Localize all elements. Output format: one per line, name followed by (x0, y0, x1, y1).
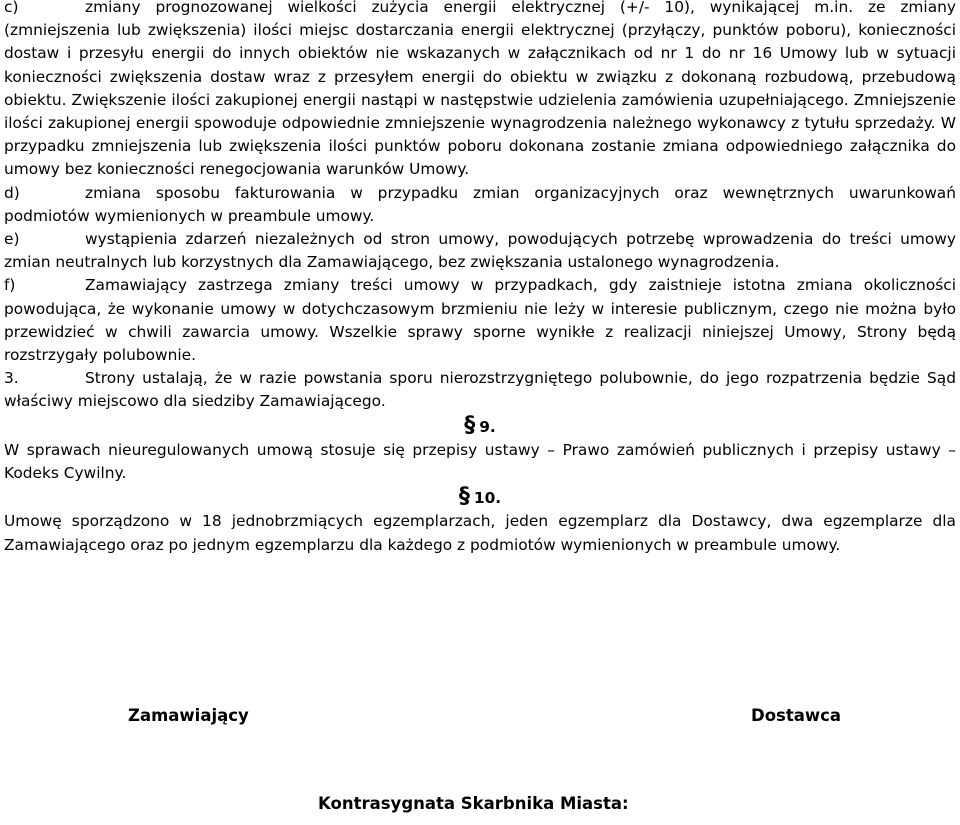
paragraph-label: d) (4, 183, 20, 202)
paragraph-e (4, 228, 956, 274)
paragraph-text: wystąpienia zdarzeń niezależnych od stron umowy, powodujących potrzebę wprowadzenia do treści umowy zmian neutralnych lub korzystnych dla Zamawiającego, bez zwiększania ustalonego wynagrodzenia. (4, 230, 956, 272)
section-10-heading (4, 485, 956, 510)
paragraph-c (4, 0, 956, 182)
paragraph-label: 3. (4, 369, 19, 388)
section-number: 9. (479, 417, 496, 436)
paragraph-f (4, 274, 956, 367)
section-symbol: § (464, 412, 476, 438)
paragraph-3 (4, 367, 956, 413)
paragraph-label: e) (4, 230, 20, 249)
signature-ordering-party: Zamawiający (128, 706, 249, 725)
paragraph-text: Strony ustalają, że w razie powstania sporu nierozstrzygniętego polubownie, do jego rozpatrzenia będzie Sąd właściwy miejscowo dla siedziby Zamawiającego. (4, 369, 956, 411)
section-symbol: § (458, 484, 470, 510)
paragraph-text: zmiany prognozowanej wielkości zużycia energii elektrycznej (+/- 10), wynikającej m.in. ze zmiany (zmniejszenia lub zwiększenia) ilości miejsc dostarczania energii elektrycznej (przyłączy, punktów poboru), konieczności dostaw i przesyłu energii do innych obiektów nie wskazanych w załącznikach od nr 1 do nr 16 Umowy lub w sytuacji konieczności zwiększenia dostaw wraz z przesyłem energii do obiektu w związku z dokonaną rozbudową, przebudową obiektu. Zwiększenie ilości zakupionej energii nastąpi w następstwie udzielenia zamówienia uzupełniającego. Zmniejszenie ilości zakupionej energii spowoduje odpowiednie zmniejszenie wynagrodzenia należnego wykonawcy z tytułu sprzedaży. W przypadku zmniejszenia lub zwiększenia ilości punktów poboru dokonana zostanie zmiana odpowiedniego załącznika do umowy bez konieczności renegocjowania warunków Umowy. (4, 0, 956, 179)
signature-supplier: Dostawca (751, 706, 842, 725)
paragraph-text: zmiana sposobu fakturowania w przypadku zmian organizacyjnych oraz wewnętrznych uwarunkowań podmiotów wymienionych w preambule umowy. (4, 183, 956, 225)
section-9-heading (4, 414, 956, 439)
section-9-text: W sprawach nieuregulowanych umową stosuje się przepisy ustawy – Prawo zamówień publicznych i przepisy ustawy – Kodeks Cywilny. (4, 440, 956, 483)
section-number: 10. (473, 489, 502, 508)
paragraph-label: c) (4, 0, 19, 16)
paragraph-text: Zamawiający zastrzega zmiany treści umowy w przypadkach, gdy zaistnieje istotna zmiana okoliczności powodująca, że wykonanie umowy w dotychczasowym brzmieniu nie leży w interesie publicznym, czego nie można było przewidzieć w chwili zawarcia umowy. Wszelkie sprawy sporne wynikłe z realizacji niniejszej Umowy, Strony będą rozstrzygały polubownie. (4, 276, 956, 365)
paragraph-d (4, 182, 956, 228)
paragraph-label: f) (4, 276, 16, 295)
section-10-text: Umowę sporządzono w 18 jednobrzmiących egzemplarzach, jeden egzemplarz dla Dostawcy, dwa egzemplarze dla Zamawiającego oraz po jednym egzemplarzu dla każdego z podmiotów wymienionych w preambule umowy. (4, 512, 956, 554)
countersignature-treasurer: Kontrasygnata Skarbnika Miasta: (318, 794, 629, 813)
